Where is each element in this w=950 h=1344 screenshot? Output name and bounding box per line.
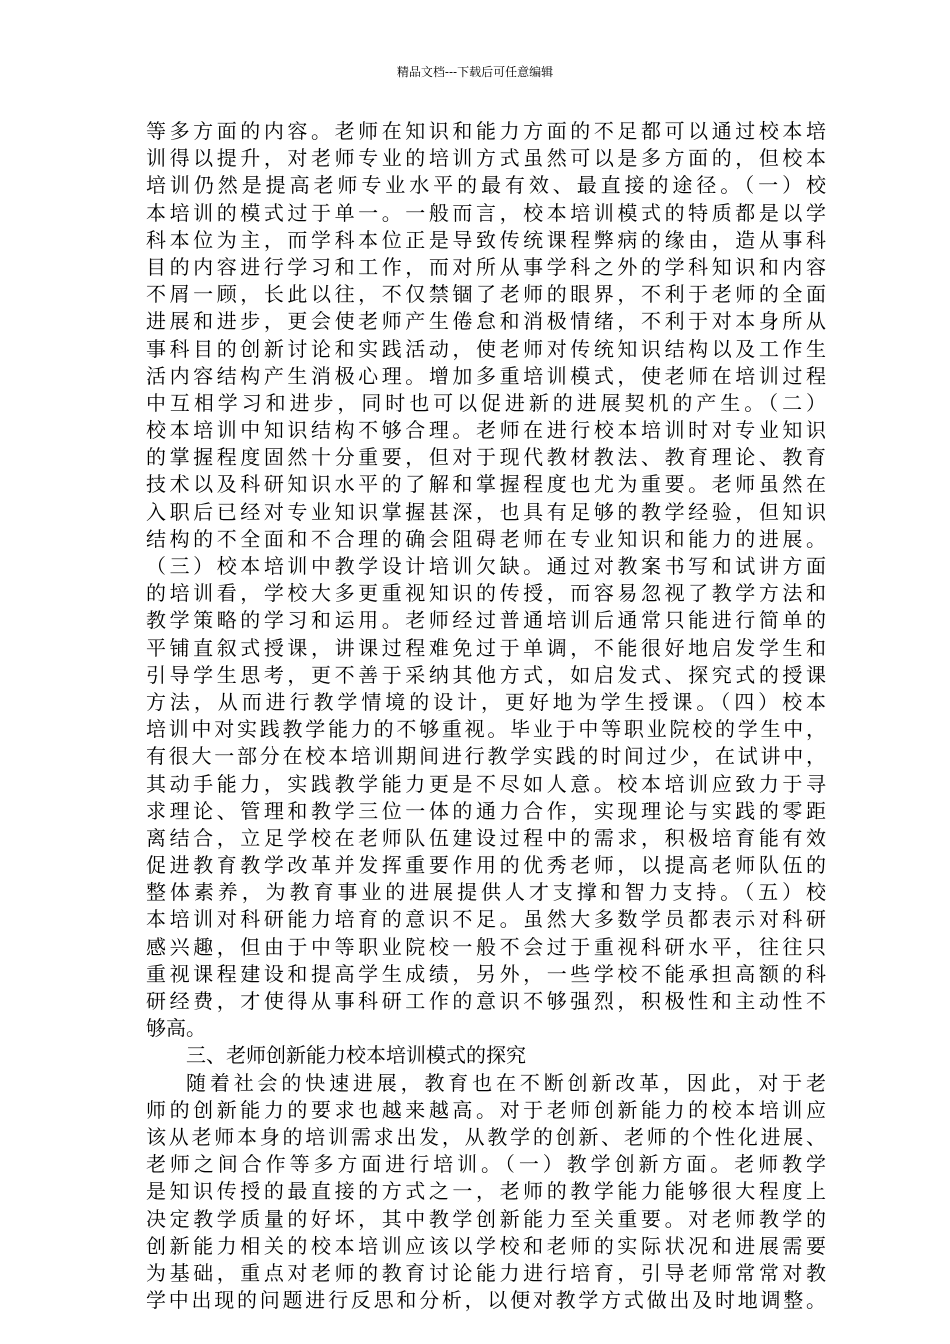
text-line: 决定教学质量的好坏，其中教学创新能力至关重要。对老师教学的 [146,1206,826,1231]
text-line: 平铺直叙式授课，讲课过程难免过于单调，不能很好地启发学生和 [146,635,826,660]
text-line: 随着社会的快速进展，教育也在不断创新改革，因此，对于老 [186,1070,826,1095]
text-line: 其动手能力，实践教学能力更是不尽如人意。校本培训应致力于寻 [146,771,826,796]
text-line: 重视课程建设和提高学生成绩，另外，一些学校不能承担高额的科 [146,961,826,986]
text-line: 事科目的创新讨论和实践活动，使老师对传统知识结构以及工作生 [146,336,826,361]
text-line: 师的创新能力的要求也越来越高。对于老师创新能力的校本培训应 [146,1097,826,1122]
text-line: 有很大一部分在校本培训期间进行教学实践的时间过少，在试讲中， [146,744,826,769]
text-line: 本培训对科研能力培育的意识不足。虽然大多数学员都表示对科研 [146,907,826,932]
text-line: 的掌握程度固然十分重要，但对于现代教材教法、教育理论、教育 [146,445,826,470]
text-line: 教学策略的学习和运用。老师经过普通培训后通常只能进行简单的 [146,608,826,633]
text-line: 进展和进步，更会使老师产生倦怠和消极情绪，不利于对本身所从 [146,309,826,334]
text-line: 本培训的模式过于单一。一般而言，校本培训模式的特质都是以学 [146,200,826,225]
document-body [146,118,826,1314]
text-line: 校本培训中知识结构不够合理。老师在进行校本培训时对专业知识 [146,418,826,443]
text-line: 引导学生思考，更不善于采纳其他方式，如启发式、探究式的授课 [146,662,826,687]
text-line: 中互相学习和进步，同时也可以促进新的进展契机的产生。（二） [146,390,826,415]
text-line: 训得以提升，对老师专业的培训方式虽然可以是多方面的，但校本 [146,146,826,171]
text-line: 等多方面的内容。老师在知识和能力方面的不足都可以通过校本培 [146,119,826,143]
text-line: 活内容结构产生消极心理。增加多重培训模式，使老师在培训过程 [146,363,826,388]
text-line: 入职后已经对专业知识掌握甚深，也具有足够的教学经验，但知识 [146,499,826,524]
text-line: 的培训看，学校大多更重视知识的传授，而容易忽视了教学方法和 [146,581,826,606]
text-line: 不屑一顾，长此以往，不仅禁锢了老师的眼界，不利于老师的全面 [146,282,826,307]
text-line: （三）校本培训中教学设计培训欠缺。通过对教案书写和试讲方面 [146,554,826,578]
text-line: 该从老师本身的培训需求出发，从教学的创新、老师的个性化进展、 [146,1124,826,1149]
text-line: 离结合，立足学校在老师队伍建设过程中的需求，积极培育能有效 [146,825,826,850]
text-line: 目的内容进行学习和工作，而对所从事学科之外的学科知识和内容 [146,254,826,279]
text-line: 创新能力相关的校本培训应该以学校和老师的实际状况和进展需要 [146,1233,826,1258]
text-line: 感兴趣，但由于中等职业院校一般不会过于重视科研水平，往往只 [146,934,826,959]
text-line: 整体素养，为教育事业的进展提供人才支撑和智力支持。（五）校 [146,880,826,905]
section-heading: 三、老师创新能力校本培训模式的探究 [186,1043,526,1068]
text-line: 学中出现的问题进行反思和分析，以便对教学方式做出及时地调整。 [146,1288,826,1313]
text-line: 求理论、管理和教学三位一体的通力合作，实现理论与实践的零距 [146,798,826,823]
text-line: 结构的不全面和不合理的确会阻碍老师在专业知识和能力的进展。 [146,526,826,551]
text-line: 够高。 [146,1016,206,1041]
page-header: 精品文档---下载后可任意编辑 [396,65,554,79]
text-line: 技术以及科研知识水平的了解和掌握程度也尤为重要。老师虽然在 [146,472,826,497]
text-line: 方法，从而进行教学情境的设计，更好地为学生授课。（四）校本 [146,689,826,714]
text-line: 是知识传授的最直接的方式之一，老师的教学能力能够很大程度上 [146,1179,826,1204]
text-line: 科本位为主，而学科本位正是导致传统课程弊病的缘由，造从事科 [146,227,826,252]
text-line: 促进教育教学改革并发挥重要作用的优秀老师，以提高老师队伍的 [146,853,826,878]
text-line: 老师之间合作等多方面进行培训。（一）教学创新方面。老师教学 [146,1152,826,1177]
text-line: 培训中对实践教学能力的不够重视。毕业于中等职业院校的学生中， [146,717,826,742]
text-line: 研经费，才使得从事科研工作的意识不够强烈，积极性和主动性不 [146,989,826,1013]
text-line: 为基础，重点对老师的教育讨论能力进行培育，引导老师常常对教 [146,1260,826,1285]
text-line: 培训仍然是提高老师专业水平的最有效、最直接的途径。（一）校 [146,173,826,198]
